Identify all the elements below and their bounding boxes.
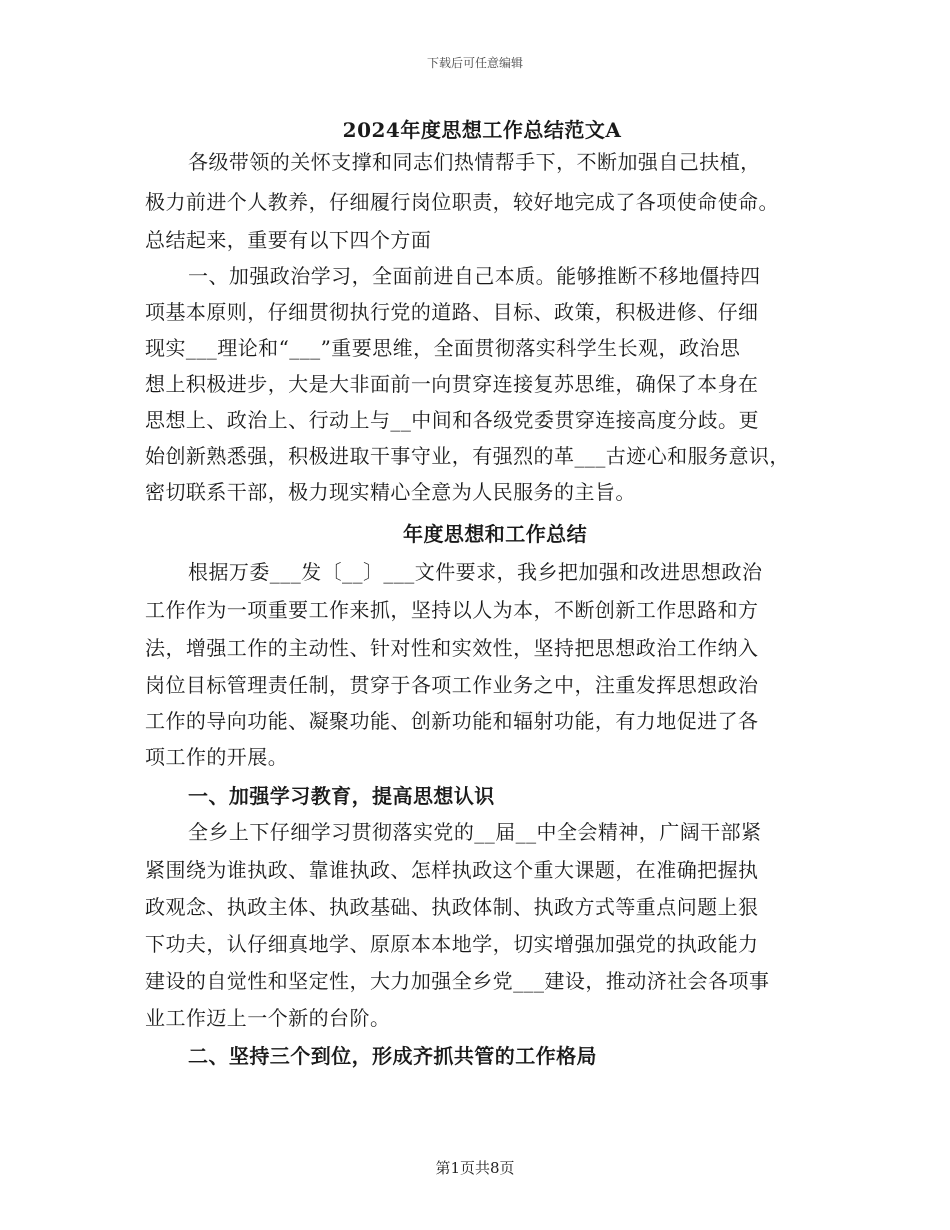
paragraph-line: 密切联系干部，极力现实精心全意为人民服务的主旨。	[145, 480, 636, 504]
paragraph-line: 始创新熟悉强，积极进取干事守业，有强烈的革___古迹心和服务意识，	[145, 444, 790, 468]
page-footer: 第1页共8页	[435, 1159, 515, 1177]
document-title: 2024年度思想工作总结范文A	[342, 118, 622, 142]
section-subtitle: 年度思想和工作总结	[403, 522, 588, 546]
paragraph-line: 项基本原则，仔细贯彻执行党的道路、目标、政策，积极进修、仔细	[145, 300, 759, 324]
paragraph-line: 各级带领的关怀支撑和同志们热情帮手下，不断加强自己扶植，	[188, 150, 761, 174]
paragraph-line: 业工作迈上一个新的台阶。	[145, 1006, 391, 1030]
section-heading-2: 二、坚持三个到位，形成齐抓共管的工作格局	[188, 1044, 597, 1068]
paragraph-line: 现实___理论和“___”重要思维，全面贯彻落实科学生长观，政治思	[145, 336, 741, 360]
paragraph-line: 一、加强政治学习，全面前进自己本质。能够推断不移地僵持四	[188, 264, 761, 288]
paragraph-line: 建设的自觉性和坚定性，大力加强全乡党___建设，推动济社会各项事	[145, 969, 770, 993]
paragraph-line: 下功夫，认仔细真地学、原原本本地学，切实增强加强党的执政能力	[145, 932, 759, 956]
paragraph-line: 法，增强工作的主动性、针对性和实效性，坚持把思想政治工作纳入	[145, 636, 759, 660]
paragraph-line: 极力前进个人教养，仔细履行岗位职责，较好地完成了各项使命使命。	[145, 190, 779, 214]
page-header: 下载后可任意编辑	[426, 56, 523, 70]
paragraph-line: 紧围绕为谁执政、靠谁执政、怎样执政这个重大课题，在准确把握执	[145, 858, 759, 882]
paragraph-line: 全乡上下仔细学习贯彻落实党的__届__中全会精神，广阔干部紧	[188, 820, 762, 844]
paragraph-line: 想上积极进步，大是大非面前一向贯穿连接复苏思维，确保了本身在	[145, 372, 759, 396]
paragraph-line: 项工作的开展。	[145, 745, 289, 769]
paragraph-line: 根据万委___发〔__〕___文件要求，我乡把加强和改进思想政治	[188, 560, 763, 584]
paragraph-line: 总结起来，重要有以下四个方面	[145, 228, 432, 252]
paragraph-line: 工作的导向功能、凝聚功能、创新功能和辐射功能，有力地促进了各	[145, 709, 759, 733]
section-heading-1: 一、加强学习教育，提高思想认识	[188, 784, 495, 808]
paragraph-line: 思想上、政治上、行动上与__中间和各级党委贯穿连接高度分歧。更	[145, 408, 759, 432]
paragraph-line: 工作作为一项重要工作来抓，坚持以人为本，不断创新工作思路和方	[145, 598, 759, 622]
paragraph-line: 岗位目标管理责任制，贯穿于各项工作业务之中，注重发挥思想政治	[145, 673, 759, 697]
paragraph-line: 政观念、执政主体、执政基础、执政体制、执政方式等重点问题上狠	[145, 895, 759, 919]
